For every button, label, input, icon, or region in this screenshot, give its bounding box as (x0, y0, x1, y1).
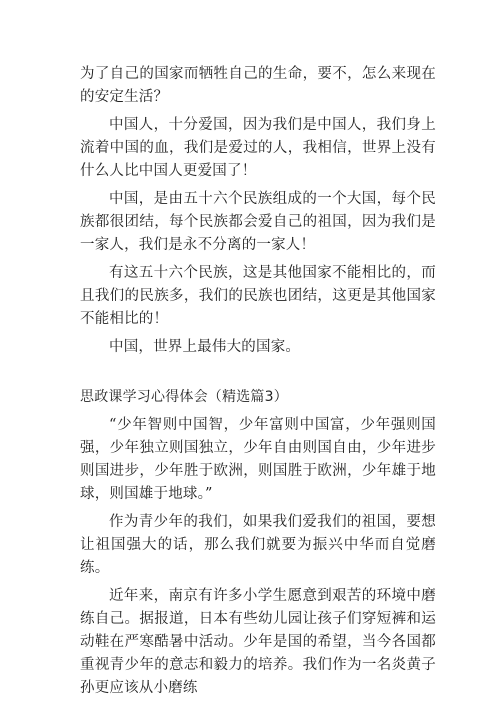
paragraph-6: “少年智则中国智，少年富则中国富，少年强则国强，少年独立则国独立，少年自由则国自由，少年进步则国进步，少年胜于欧洲，则国胜于欧洲，少年雄于地球，则国雄于地球。” (80, 417, 436, 502)
paragraph-3: 中国，是由五十六个民族组成的一个大国，每个民族都很团结，每个民族都会爱自己的祖国，因为我们是一家人，我们是永不分离的一家人！ (80, 191, 436, 253)
paragraph-2: 中国人，十分爱国，因为我们是中国人，我们身上流着中国的血，我们是爱过的人，我相信，世界上没有什么人比中国人更爱国了！ (80, 117, 436, 179)
section-heading: 思政课学习心得体会（精选篇3） (80, 389, 288, 405)
paragraph-4: 有这五十六个民族，这是其他国家不能相比的，而且我们的民族多，我们的民族也团结，这更是其他国家不能相比的！ (80, 265, 436, 327)
paragraph-5: 中国，世界上最伟大的国家。 (109, 339, 301, 355)
document-body (80, 63, 436, 705)
paragraph-1: 为了自己的国家而牺牲自己的生命，要不，怎么来现在的安定生活？ (80, 66, 436, 105)
paragraph-8: 近年来，南京有许多小学生愿意到艰苦的环境中磨练自己。据报道，日本有些幼儿园让孩子们穿短裤和运动鞋在严寒酷暑中活动。少年是国的希望，当今各国都重视青少年的意志和毅力的培养。我们作为一名炎黄子孙更应该从小磨练 (80, 588, 436, 696)
section-spacer (80, 364, 436, 386)
paragraph-7: 作为青少年的我们，如果我们爱我们的祖国，要想让祖国强大的话，那么我们就要为振兴中华而自觉磨练。 (80, 514, 436, 576)
